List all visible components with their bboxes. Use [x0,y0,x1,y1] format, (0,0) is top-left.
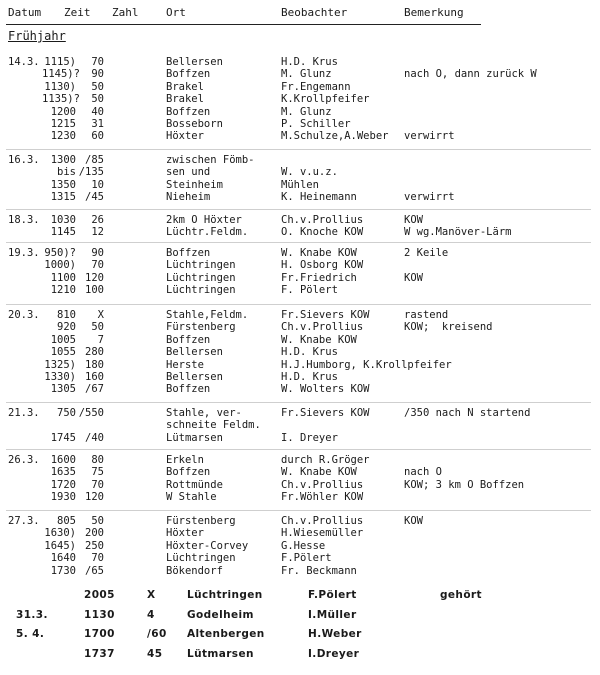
time-cell: 1305 [50,383,76,396]
header-rule [6,24,481,25]
place-cell: Boffzen [166,247,211,259]
date-cell: 16.3. [8,154,40,166]
note-cell: verwirrt [404,130,455,143]
place-cell: Nieheim [166,191,211,204]
observer-cell: M. Glunz [281,105,332,118]
count-cell: 70 [91,259,104,272]
place-cell: zwischen Fömb- [166,154,255,166]
place-cell: Höxter [166,527,204,540]
group-separator [6,402,591,403]
note-cell: KOW; kreisend [404,321,493,334]
place-cell: Bosseborn [166,118,223,130]
place-cell: Boffzen [166,68,211,81]
note-cell: verwirrt [404,191,455,204]
observer-cell: Ch.v.Prollius [281,515,364,527]
note-cell: rastend [404,309,449,321]
observer-cell: F.Pölert [308,589,357,601]
observer-cell: I.Müller [308,608,357,621]
group-separator [6,209,591,210]
place-cell: Lüchtringen [166,259,236,272]
count-cell: 200 [85,527,104,540]
observer-cell: Ch.v.Prollius [281,478,364,491]
time-cell: 1145)? [42,68,80,81]
place-cell: 2km O Höxter [166,214,242,226]
count-cell: 70 [91,478,104,491]
place-cell: Altenbergen [187,628,265,640]
time-cell: 1135)? [42,93,80,106]
count-cell: 250 [85,539,104,552]
observer-cell: H.D. Krus [281,346,338,359]
observer-cell: W. v.u.z. [281,166,338,179]
observer-cell: Fr.Friedrich [281,271,357,284]
count-cell: 7 [97,333,104,346]
place-cell: Boffzen [166,466,211,479]
count-cell: 60 [91,130,104,143]
note-cell: nach O, dann zurück W [404,68,537,81]
time-cell: 1745 [50,431,76,444]
count-cell: 180 [85,358,104,371]
time-cell: 1730 [50,564,76,577]
count-cell: 40 [91,105,104,118]
note-cell: /350 nach N startend [404,407,531,419]
time-cell: 1005 [50,333,76,346]
time-cell: bis [57,166,76,179]
time-cell: 1325) [44,358,76,371]
observer-cell: Ch.v.Prollius [281,214,364,226]
count-cell: /550 [78,407,104,419]
time-cell: 1930 [50,491,76,504]
count-cell: 160 [85,371,104,383]
observer-cell: P. Schiller [281,118,351,130]
count-cell: 120 [85,491,104,504]
count-cell: /40 [85,431,104,444]
observer-cell: O. Knoche KOW [281,226,364,239]
date-cell: 26.3. [8,454,40,466]
time-cell: 1215 [50,118,76,130]
date-cell: 14.3. [8,56,40,68]
date-cell: 27.3. [8,515,40,527]
place-cell: Steinheim [166,178,223,191]
time-cell: 1630) [44,527,76,540]
time-cell: 1130 [84,608,115,621]
count-cell: 50 [91,93,104,106]
date-cell: 5. 4. [16,628,45,640]
place-cell: Höxter-Corvey [166,539,249,552]
time-cell: 1737 [84,647,115,660]
observer-cell: Fr.Engemann [281,80,351,93]
time-cell: 1600 [50,454,76,466]
count-cell: X [97,309,104,321]
date-cell: 31.3. [16,608,48,621]
count-cell: 120 [85,271,104,284]
observer-cell: I.Dreyer [308,647,360,660]
count-cell: 90 [91,247,104,259]
place-cell: Fürstenberg [166,515,236,527]
count-cell: 75 [91,466,104,479]
time-cell: 1640 [50,552,76,565]
date-cell: 21.3. [8,407,40,419]
time-cell: 1145 [50,226,76,239]
observer-cell: Fr.Sievers KOW [281,407,370,419]
time-cell: 1100 [50,271,76,284]
time-cell: 1000) [44,259,76,272]
place-cell: Boffzen [166,105,211,118]
place-cell: Bellersen [166,346,223,359]
observer-cell: H.Weber [308,628,362,640]
count-cell: /67 [85,383,104,396]
col-header-ort: Ort [166,6,186,19]
col-header-zahl: Zahl [112,6,139,19]
place-cell: Lüchtringen [166,271,236,284]
group-separator [6,149,591,150]
count-cell: 80 [91,454,104,466]
observer-cell: durch R.Gröger [281,454,370,466]
time-cell: 805 [57,515,76,527]
count-cell: 4 [147,608,155,621]
count-cell: /135 [78,166,104,179]
time-cell: 1635 [50,466,76,479]
place-cell: Herste [166,358,204,371]
time-cell: 810 [57,309,76,321]
time-cell: 1315 [50,191,76,204]
note-cell: KOW; 3 km O Boffzen [404,478,525,491]
count-cell: 31 [91,118,104,130]
count-cell: 50 [91,515,104,527]
observer-cell: H.Wiesemüller [281,527,364,540]
count-cell: 26 [91,214,104,226]
count-cell: 280 [85,346,104,359]
date-cell: 20.3. [8,309,40,321]
place-cell: Erkeln [166,454,204,466]
col-header-bemerkung: Bemerkung [404,6,464,19]
time-cell: 1700 [84,628,115,640]
count-cell: 90 [91,68,104,81]
date-cell: 18.3. [8,214,40,226]
col-header-datum: Datum [8,6,42,19]
observer-cell: Fr.Sievers KOW [281,309,370,321]
observer-cell: F.Pölert [281,552,332,565]
time-cell: 1350 [50,178,76,191]
place-cell: Rottmünde [166,478,223,491]
time-cell: 1230 [50,130,76,143]
count-cell: 70 [91,56,104,68]
place-cell: Boffzen [166,333,211,346]
place-cell: Boffzen [166,383,211,396]
note-cell: KOW [404,515,423,527]
observer-cell: I. Dreyer [281,431,338,444]
col-header-zeit: Zeit [64,6,91,19]
place-cell: Godelheim [187,608,254,621]
count-cell: /60 [147,628,167,640]
time-cell: 1115) [44,56,76,68]
group-separator [6,242,591,243]
count-cell: /45 [85,191,104,204]
observer-cell: F. Pölert [281,284,338,297]
count-cell: 12 [91,226,104,239]
section-title: Frühjahr [8,29,66,43]
time-cell: 1645) [44,539,76,552]
time-cell: 920 [57,321,76,334]
time-cell: 1030 [50,214,76,226]
observer-cell: Fr. Beckmann [281,564,357,577]
time-cell: 1210 [50,284,76,297]
count-cell: 10 [91,178,104,191]
time-cell: 2005 [84,589,115,601]
observer-cell: W. Knabe KOW [281,333,357,346]
observer-cell: H.D. Krus [281,56,338,68]
time-cell: 1200 [50,105,76,118]
count-cell: 50 [91,80,104,93]
place-cell: Lüchtringen [187,589,263,601]
observer-cell: W. Knabe KOW [281,247,357,259]
group-separator [6,449,591,450]
place-cell: sen und [166,166,211,179]
place-cell: Brakel [166,80,204,93]
count-cell: 100 [85,284,104,297]
note-cell: W wg.Manöver-Lärm [404,226,512,239]
time-cell: 1130) [44,80,76,93]
observer-cell: K. Heinemann [281,191,357,204]
note-cell: nach O [404,466,442,479]
place-cell: Höxter [166,130,204,143]
time-cell: 950)? [44,247,76,259]
date-cell: 19.3. [8,247,40,259]
place-cell: schneite Feldm. [166,419,261,432]
time-cell: 1300 [50,154,76,166]
place-cell: Lüchtr.Feldm. [166,226,249,239]
observer-cell: M.Schulze,A.Weber [281,130,389,143]
time-cell: 1055 [50,346,76,359]
count-cell: X [147,589,156,601]
place-cell: Fürstenberg [166,321,236,334]
observer-cell: H.D. Krus [281,371,338,383]
observer-cell: W. Knabe KOW [281,466,357,479]
count-cell: /65 [85,564,104,577]
place-cell: Bellersen [166,371,223,383]
note-cell: 2 Keile [404,247,449,259]
note-cell: gehört [440,589,482,601]
place-cell: Stahle, ver- [166,407,242,419]
note-cell: KOW [404,214,423,226]
observer-cell: K.Krollpfeifer [281,93,370,106]
place-cell: Bellersen [166,56,223,68]
observer-cell: M. Glunz [281,68,332,81]
observer-cell: H.J.Humborg, K.Krollpfeifer [281,358,452,371]
place-cell: Bökendorf [166,564,223,577]
observer-cell: G.Hesse [281,539,326,552]
place-cell: Lütmarsen [166,431,223,444]
count-cell: /85 [85,154,104,166]
observer-cell: H. Osborg KOW [281,259,364,272]
time-cell: 1330) [44,371,76,383]
count-cell: 50 [91,321,104,334]
note-cell: KOW [404,271,423,284]
place-cell: Stahle,Feldm. [166,309,249,321]
observer-cell: Mühlen [281,178,319,191]
count-cell: 45 [147,647,163,660]
group-separator [6,304,591,305]
group-separator [6,510,591,511]
place-cell: W Stahle [166,491,217,504]
observer-cell: Ch.v.Prollius [281,321,364,334]
observer-cell: Fr.Wöhler KOW [281,491,364,504]
place-cell: Lütmarsen [187,647,254,660]
place-cell: Lüchtringen [166,284,236,297]
time-cell: 1720 [50,478,76,491]
col-header-beobachter: Beobachter [281,6,348,19]
place-cell: Lüchtringen [166,552,236,565]
count-cell: 70 [91,552,104,565]
observer-cell: W. Wolters KOW [281,383,370,396]
time-cell: 750 [57,407,76,419]
place-cell: Brakel [166,93,204,106]
